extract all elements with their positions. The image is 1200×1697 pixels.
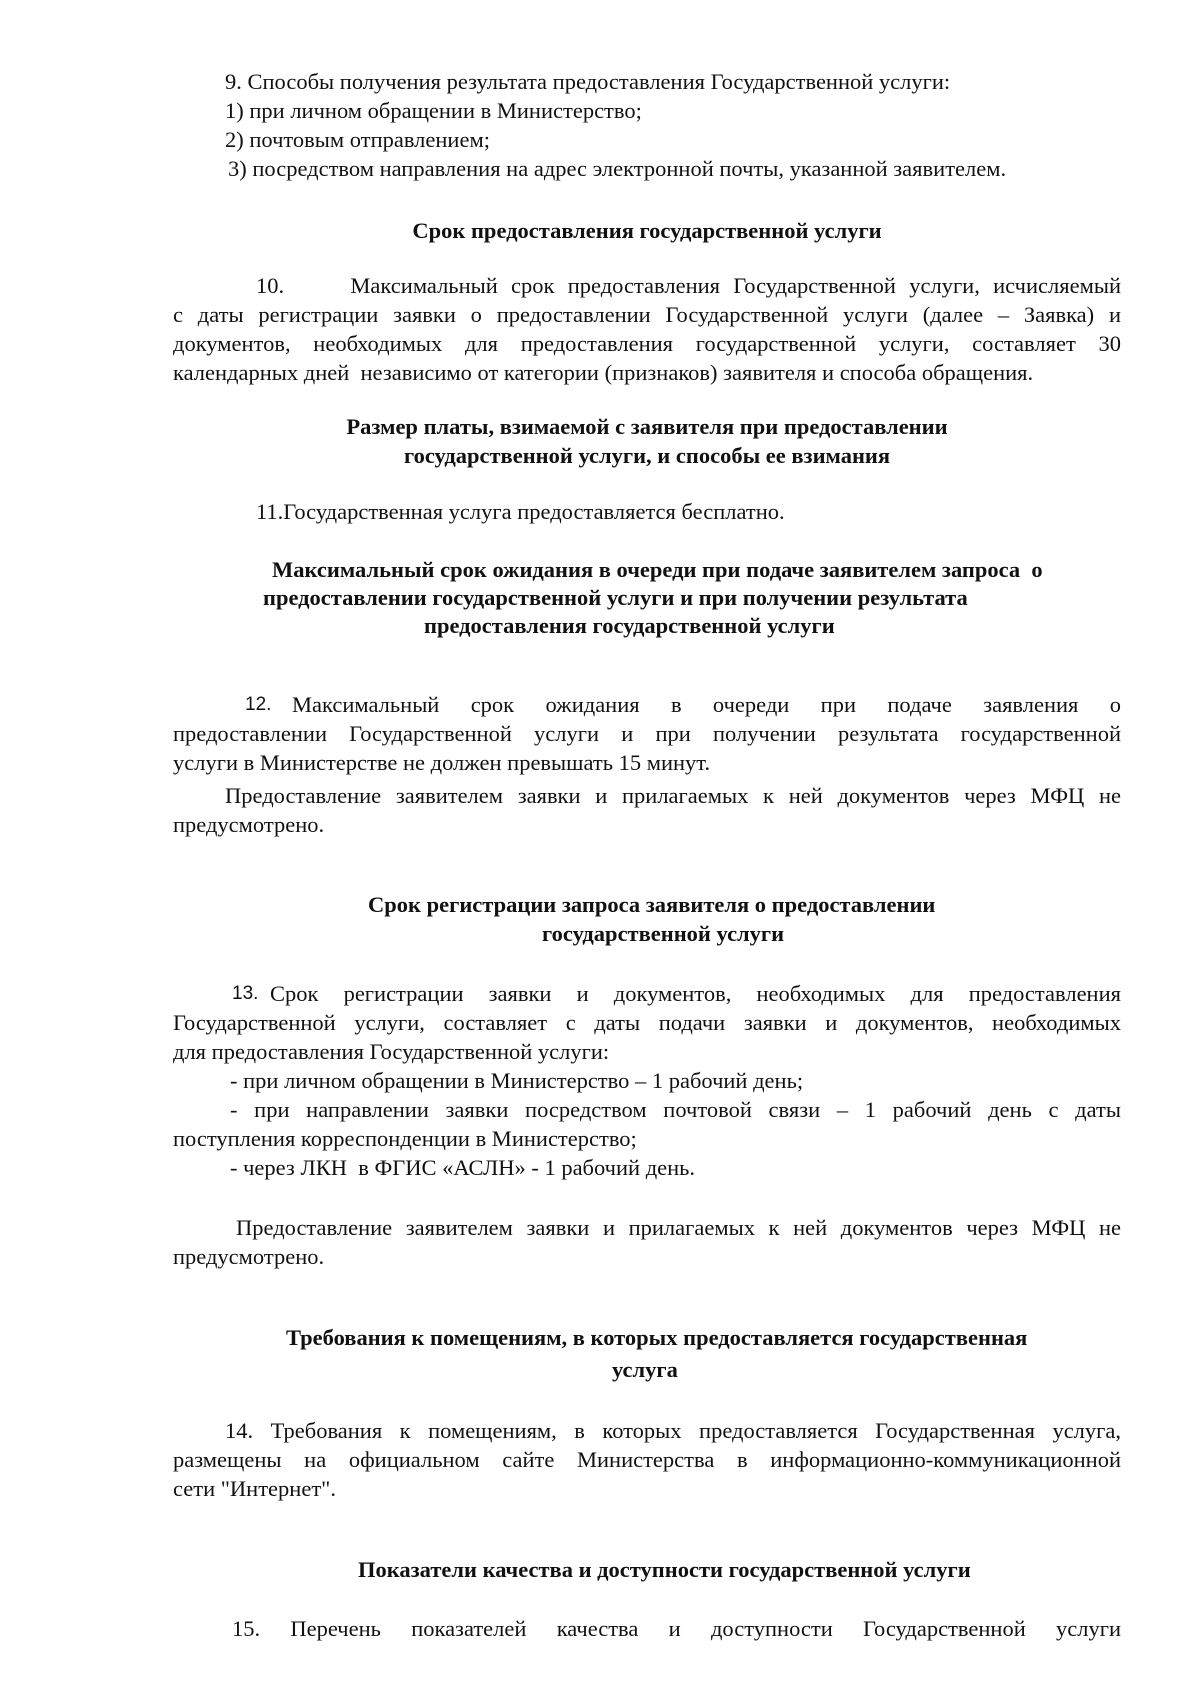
item-13-number: 13. [232, 983, 259, 1004]
item-14-line-2: размещены на официальном сайте Министерства в информационно-коммуникационной [173, 1447, 1121, 1472]
item-12-line-1: Максимальный срок ожидания в очереди при подаче заявления о [292, 692, 1121, 717]
heading-premises-line-2: услуга [612, 1357, 678, 1382]
item-10-line-1: 10. Максимальный срок предоставления Государственной услуги, исчисляемый [256, 273, 1121, 298]
item-13-bullet-2-line-1: - при направлении заявки посредством почтовой связи – 1 рабочий день с даты [230, 1097, 1121, 1122]
queue-note-line-2: предусмотрено. [173, 812, 325, 837]
item-14-line-1: 14. Требования к помещениям, в которых предоставляется Государственная услуга, [225, 1418, 1121, 1443]
registration-note-line-1: Предоставление заявителем заявки и прилагаемых к ней документов через МФЦ не [236, 1215, 1121, 1240]
item-11: 11.Государственная услуга предоставляется бесплатно. [256, 499, 785, 524]
item-13-bullet-1: - при личном обращении в Министерство – 1 рабочий день; [230, 1068, 804, 1093]
item-12-line-2: предоставлении Государственной услуги и при получении результата государственной [173, 721, 1121, 746]
item-13-line-1: Срок регистрации заявки и документов, необходимых для предоставления [270, 981, 1121, 1006]
heading-queue-line-1: Максимальный срок ожидания в очереди при подаче заявителем запроса о [272, 557, 1043, 582]
item-9-title: 9. Способы получения результата предоставления Государственной услуги: [225, 69, 951, 94]
item-9-option-1: 1) при личном обращении в Министерство; [225, 98, 642, 123]
item-12-number: 12. [245, 694, 272, 715]
heading-registration-line-1: Срок регистрации запроса заявителя о предоставлении [368, 892, 936, 917]
heading-registration-line-2: государственной услуги [542, 921, 785, 946]
item-12-line-3: услуги в Министерстве не должен превышать 15 минут. [173, 750, 711, 775]
heading-fee-line-2: государственной услуги, и способы ее взимания [403, 443, 891, 468]
item-13-line-2: Государственной услуги, составляет с даты подачи заявки и документов, необходимых [173, 1010, 1121, 1035]
item-10-line-2: с даты регистрации заявки о предоставлении Государственной услуги (далее – Заявка) и [173, 302, 1121, 327]
registration-note-line-2: предусмотрено. [173, 1244, 325, 1269]
queue-note-line-1: Предоставление заявителем заявки и прилагаемых к ней документов через МФЦ не [225, 783, 1121, 808]
item-9-option-2: 2) почтовым отправлением; [225, 127, 490, 152]
item-14-line-3: сети "Интернет". [173, 1476, 336, 1501]
heading-service-term: Срок предоставления государственной услуги [412, 218, 882, 243]
heading-queue-line-2: предоставлении государственной услуги и при получении результата [263, 585, 968, 610]
item-10-line-4: календарных дней независимо от категории (признаков) заявителя и способа обращения. [173, 360, 1034, 385]
item-13-line-3: для предоставления Государственной услуги: [173, 1039, 610, 1064]
item-9-option-3: 3) посредством направления на адрес электронной почты, указанной заявителем. [228, 156, 1007, 181]
item-13-bullet-2-line-2: поступления корреспонденции в Министерство; [173, 1126, 637, 1151]
item-13-bullet-3: - через ЛКН в ФГИС «АСЛН» - 1 рабочий день. [230, 1155, 696, 1180]
heading-premises-line-1: Требования к помещениям, в которых предоставляется государственная [286, 1325, 1028, 1350]
heading-fee-line-1: Размер платы, взимаемой с заявителя при предоставлении [346, 414, 948, 439]
item-10-line-3: документов, необходимых для предоставления государственной услуги, составляет 30 [173, 331, 1121, 356]
heading-quality: Показатели качества и доступности государственной услуги [358, 1557, 971, 1582]
heading-queue-line-3: предоставления государственной услуги [424, 613, 835, 638]
item-15-line-1: 15. Перечень показателей качества и доступности Государственной услуги [232, 1616, 1121, 1641]
